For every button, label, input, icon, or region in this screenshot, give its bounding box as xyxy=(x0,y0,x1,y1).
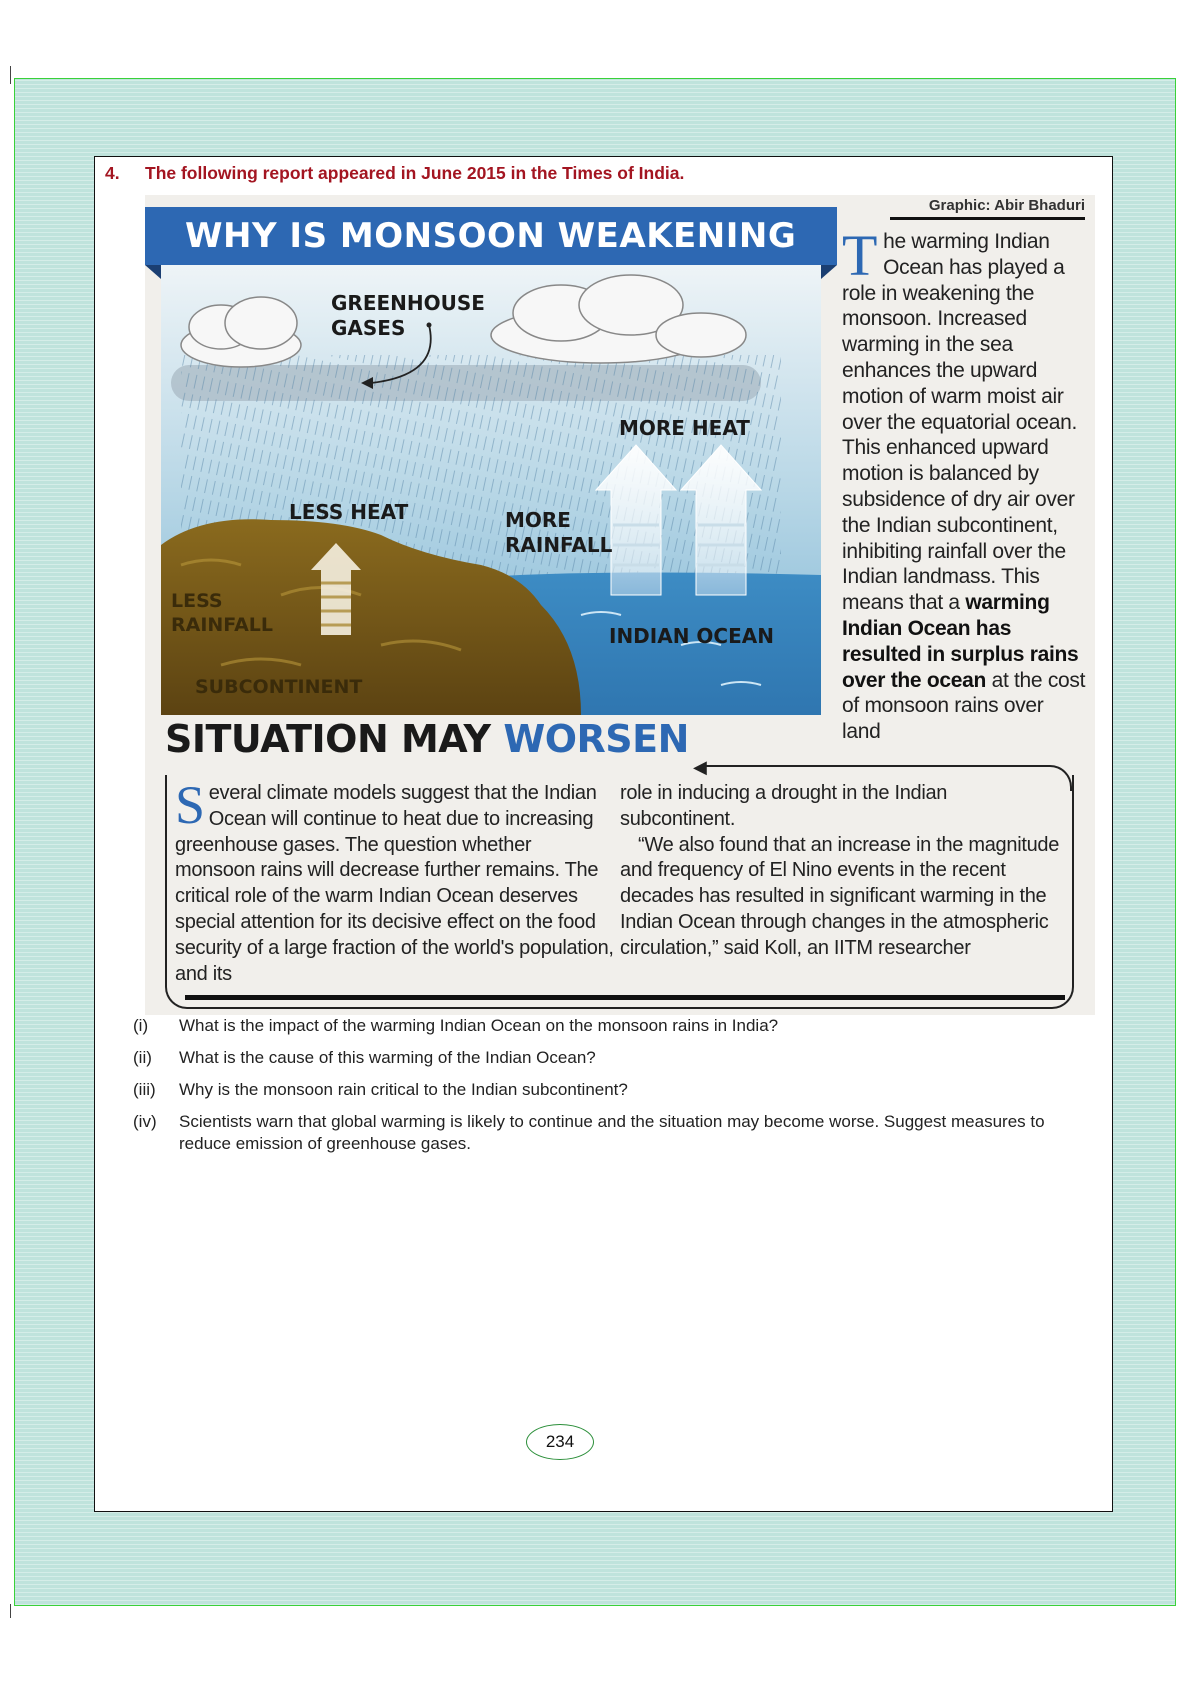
question-heading xyxy=(105,163,684,184)
sub-question-text: Why is the monsoon rain critical to the Indian subcontinent? xyxy=(179,1080,628,1099)
monsoon-illustration-svg xyxy=(161,265,821,715)
frame-bottom-rule xyxy=(185,995,1065,1000)
sub-question xyxy=(133,1111,1073,1155)
label-indian-ocean: INDIAN OCEAN xyxy=(609,624,774,648)
side-text-bold: warming Indian Ocean has resulted in surplus rains over the ocean xyxy=(842,591,1079,692)
sub-question-text: What is the impact of the warming Indian Ocean on the monsoon rains in India? xyxy=(179,1016,779,1035)
sub-question xyxy=(133,1015,1073,1037)
label-subcontinent: SUBCONTINENT xyxy=(195,676,363,698)
crop-mark xyxy=(10,66,11,84)
column-2-para-2: “We also found that an increase in the magnitude and frequency of El Nino events in the recent decades has resulted in significant warming in the Indian Ocean through changes in the atmospheric circulation,” said Koll, an IITM researcher xyxy=(620,833,1060,959)
sub-question-text: Scientists warn that global warming is likely to continue and the situation may become worse. Suggest measures to reduce emission of greenhouse gases. xyxy=(179,1112,1045,1153)
page-number: 234 xyxy=(526,1424,594,1460)
clipping-title: WHY IS MONSOON WEAKENING xyxy=(145,207,837,265)
label-more-rainfall-1: MORE xyxy=(505,508,571,532)
label-less-rainfall-1: LESS xyxy=(171,590,223,612)
column-dropcap: S xyxy=(175,775,205,835)
newspaper-clipping xyxy=(145,195,1095,1015)
side-column-text xyxy=(842,223,1087,745)
column-2-para-1: role in inducing a drought in the Indian subcontinent. xyxy=(620,782,948,830)
label-less-heat: LESS HEAT xyxy=(289,500,409,524)
sub-question-text: What is the cause of this warming of the Indian Ocean? xyxy=(179,1048,596,1067)
column-1-text: everal climate models suggest that the Indian Ocean will continue to heat due to increasing greenhouse gases. The question whether monsoon rains will decrease further remains. The critical role of the warm Indian Ocean deserves special attention for its decisive effect on the food security of a large fraction of the world's population, and its xyxy=(175,782,614,985)
label-greenhouse-2: GASES xyxy=(331,316,406,340)
sub-question-list xyxy=(133,1015,1073,1165)
situation-heading xyxy=(165,717,689,761)
sub-question-label: (iv) xyxy=(133,1112,157,1131)
article-column-2 xyxy=(620,781,1060,962)
side-dropcap: T xyxy=(842,223,878,288)
sub-question xyxy=(133,1047,1073,1069)
graphic-credit: Graphic: Abir Bhaduri xyxy=(890,197,1085,220)
article-column-1 xyxy=(175,775,615,987)
label-more-heat: MORE HEAT xyxy=(619,416,750,440)
crop-mark xyxy=(10,1604,11,1618)
question-number: 4. xyxy=(105,163,120,183)
monsoon-illustration xyxy=(161,265,821,715)
sub-question-label: (i) xyxy=(133,1016,149,1035)
sub-question-label: (ii) xyxy=(133,1048,152,1067)
situation-heading-accent: WORSEN xyxy=(503,717,689,761)
side-text-end: at the cost of monsoon rains over land xyxy=(842,668,1086,744)
side-text-plain: he warming Indian Ocean has played a role in weakening the monsoon. Increased warming in the sea enhances the upward motion of warm moist air over the equatorial ocean. This enhanced upward motion is balanced by subsidence of dry air over the Indian subcontinent, inhibiting rainfall over the Indian landmass. This means that a xyxy=(842,230,1078,615)
situation-heading-main: SITUATION MAY xyxy=(165,717,491,761)
sub-question xyxy=(133,1079,1073,1101)
label-more-rainfall-2: RAINFALL xyxy=(505,533,613,557)
banner-fold-left xyxy=(145,265,161,279)
banner-fold-right xyxy=(821,265,837,279)
content-box xyxy=(94,156,1113,1512)
gas-pointer-dot xyxy=(427,323,432,328)
label-less-rainfall-2: RAINFALL xyxy=(171,614,274,636)
sub-question-label: (iii) xyxy=(133,1080,156,1099)
frame-arrow-icon: ◀ xyxy=(693,757,707,777)
question-heading-text: The following report appeared in June 2015 in the Times of India. xyxy=(145,163,685,183)
label-greenhouse-1: GREENHOUSE xyxy=(331,291,485,315)
